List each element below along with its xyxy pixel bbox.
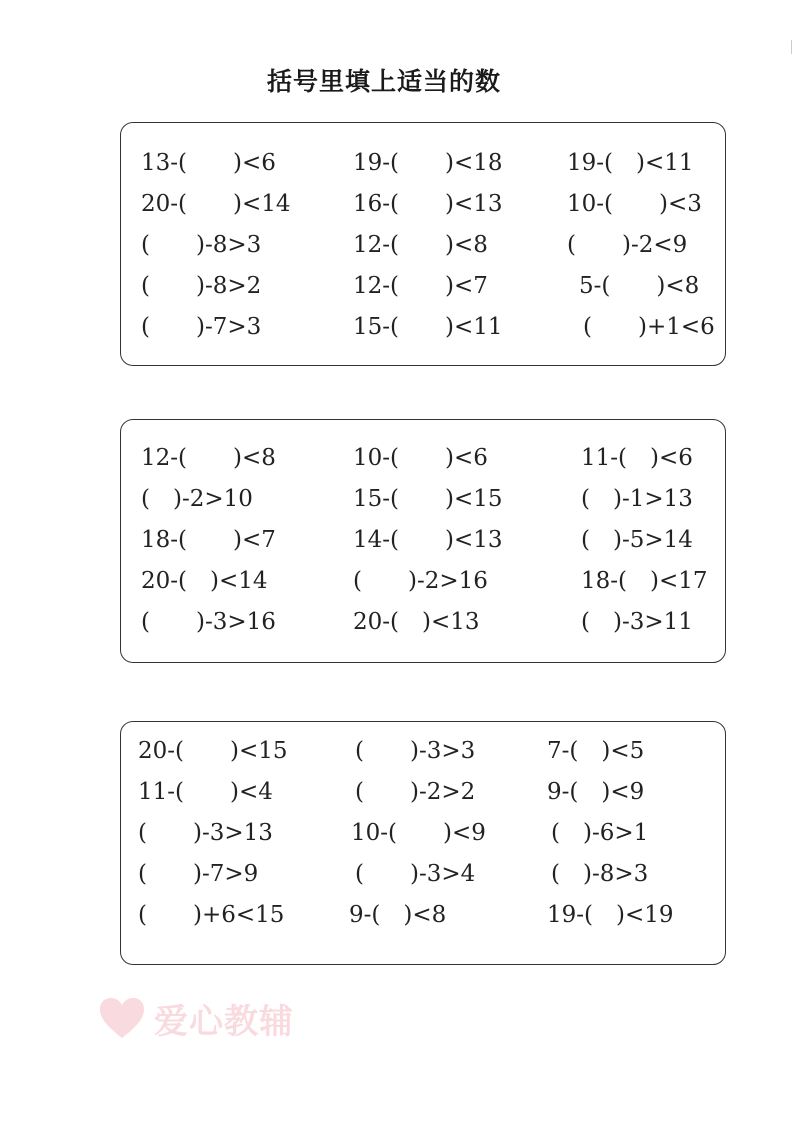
problem-item: ( )-6>1 (551, 820, 649, 846)
problem-item: ( )-3>11 (581, 609, 693, 635)
problem-item: 9-( )<9 (547, 779, 645, 805)
problem-item: ( )-7>9 (138, 861, 259, 887)
problem-item: 10-( )<6 (353, 445, 488, 471)
problem-item: 11-( )<4 (138, 779, 273, 805)
problem-item: ( )-2>2 (355, 779, 476, 805)
problem-item: 19-( )<11 (567, 150, 694, 176)
problem-item: 18-( )<17 (581, 568, 708, 594)
problem-row (121, 813, 725, 854)
problem-item: 14-( )<13 (353, 527, 503, 553)
problem-row (121, 479, 725, 520)
edge-mark (791, 40, 798, 54)
problem-item: ( )-3>4 (355, 861, 476, 887)
problem-item: 20-( )<14 (141, 568, 268, 594)
problem-item: 7-( )<5 (547, 738, 645, 764)
problem-item: ( )-8>3 (551, 861, 649, 887)
problem-row (121, 307, 725, 348)
problem-row (121, 184, 725, 225)
problem-row (121, 561, 725, 602)
problem-item: 11-( )<6 (581, 445, 693, 471)
problem-row (121, 731, 725, 772)
problem-row (121, 895, 725, 936)
problem-item: ( )+1<6 (583, 314, 715, 340)
problem-item: 5-( )<8 (579, 273, 700, 299)
problem-item: ( )-5>14 (581, 527, 693, 553)
problem-item: 19-( )<18 (353, 150, 503, 176)
problem-item: 20-( )<15 (138, 738, 288, 764)
problem-item: 12-( )<8 (353, 232, 488, 258)
problem-item: 10-( )<3 (567, 191, 702, 217)
problem-item: ( )-7>3 (141, 314, 262, 340)
problem-item: 20-( )<14 (141, 191, 291, 217)
problem-item: ( )-8>3 (141, 232, 262, 258)
watermark-text: 爱心教辅 (154, 1001, 294, 1042)
problem-item: 20-( )<13 (353, 609, 480, 635)
problem-item: ( )-2>10 (141, 486, 253, 512)
problem-row (121, 266, 725, 307)
problem-item: 15-( )<15 (353, 486, 503, 512)
problem-group-3 (120, 721, 726, 965)
problem-row (121, 225, 725, 266)
page-title: 括号里填上适当的数 (266, 67, 501, 96)
problem-item: 13-( )<6 (141, 150, 276, 176)
watermark (98, 995, 294, 1041)
problem-item: ( )-8>2 (141, 273, 262, 299)
problem-row (121, 854, 725, 895)
heart-icon (98, 996, 146, 1040)
problem-row (121, 602, 725, 643)
problem-item: ( )-2>16 (353, 568, 488, 594)
problem-item: 16-( )<13 (353, 191, 503, 217)
problem-item: ( )-2<9 (567, 232, 688, 258)
problem-item: 9-( )<8 (349, 902, 447, 928)
problem-item: ( )-3>13 (138, 820, 273, 846)
problem-item: ( )-1>13 (581, 486, 693, 512)
problem-item: ( )+6<15 (138, 902, 285, 928)
problem-row (121, 772, 725, 813)
problem-item: ( )-3>16 (141, 609, 276, 635)
problem-item: 19-( )<19 (547, 902, 674, 928)
problem-item: 10-( )<9 (351, 820, 486, 846)
problem-item: 12-( )<8 (141, 445, 276, 471)
problem-group-1 (120, 122, 726, 366)
problem-item: 15-( )<11 (353, 314, 503, 340)
problem-item: 18-( )<7 (141, 527, 276, 553)
problem-row (121, 143, 725, 184)
problem-row (121, 438, 725, 479)
problem-item: 12-( )<7 (353, 273, 488, 299)
problem-group-2 (120, 419, 726, 663)
problem-row (121, 520, 725, 561)
problem-item: ( )-3>3 (355, 738, 476, 764)
